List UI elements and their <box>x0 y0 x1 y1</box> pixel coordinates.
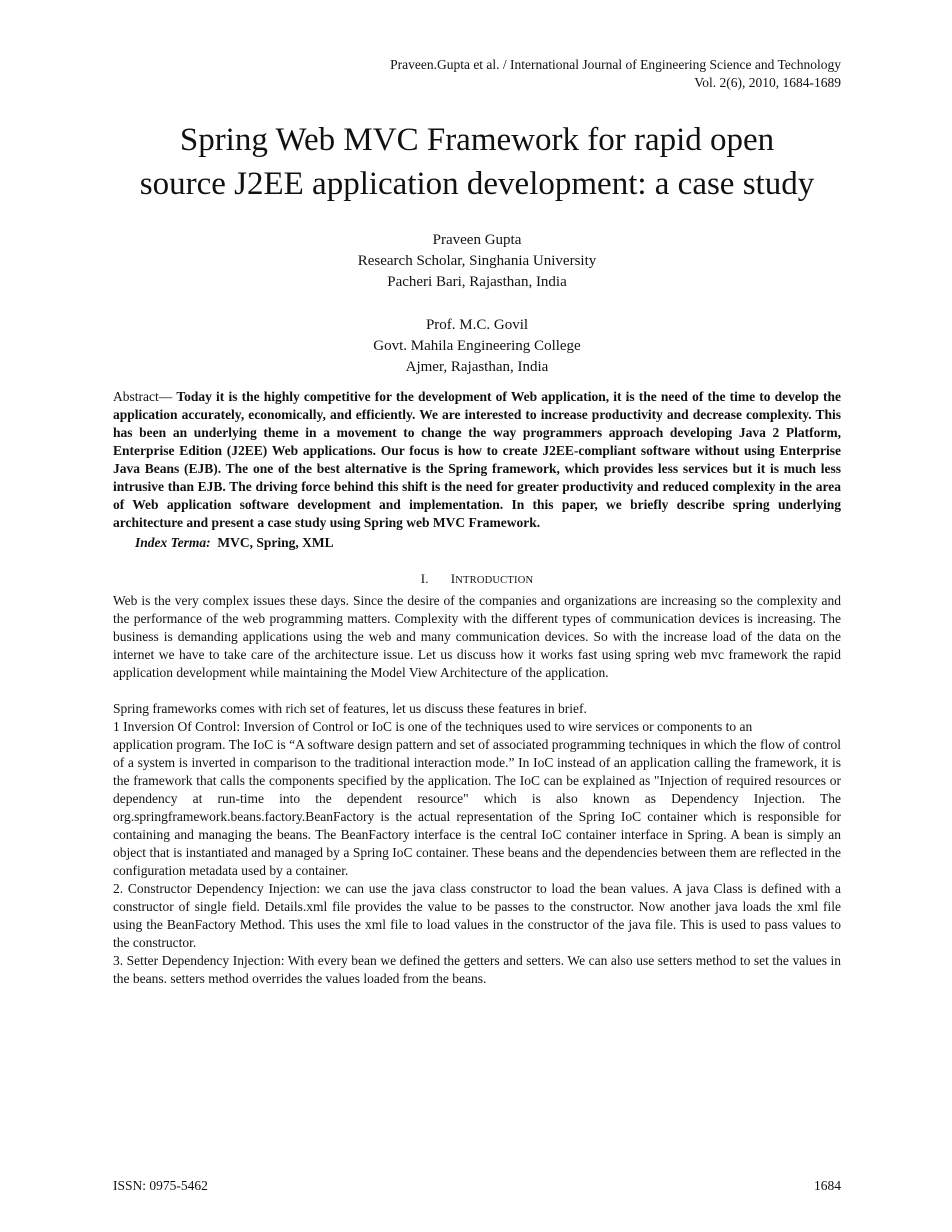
section-heading <box>113 570 841 590</box>
section-title-initial: I <box>450 571 456 586</box>
list-item-paragraph: 1 Inversion Of Control: Inversion of Control or IoC is one of the techniques used to wire services or components to an <box>113 719 753 734</box>
author-name: Praveen Gupta <box>432 232 522 248</box>
section-title-rest: NTRODUCTION <box>455 575 534 586</box>
footer-issn: ISSN: 0975-5462 <box>113 1178 208 1193</box>
footer-page-number: 1684 <box>814 1178 841 1193</box>
list-item-paragraph: application program. The IoC is “A software design pattern and set of associated programming techniques in which the flow of control of a system is inverted in comparison to the traditional interaction mode.” In IoC instead of an application calling the framework, it is the framework that calls the components specified by the application. The IoC can be explained as "Injection of required resources or dependency at run-time into the dependent resource" which is also known as Dependency Injection. The org.springframework.beans.factory.BeanFactory is the actual representation of the Spring IoC container which is responsible for containing and managing the beans. The BeanFactory interface is the central IoC container interface in Spring. A bean is simply an object that is instantiated and managed by a Spring IoC container. These beans and the dependencies between them are reflected in the configuration metadata used by a container. <box>113 737 841 878</box>
paper-title: Spring Web MVC Framework for rapid open source J2EE application development: a case study <box>139 122 815 202</box>
list-item-paragraph: 2. Constructor Dependency Injection: we can use the java class constructor to load the bean values. A java Class is defined with a constructor of single field. Details.xml file provides the value to be passes to the constructor. Now another java loads the xml file using the BeanFactory Method. This uses the xml file to load values in the constructor of the java file. This is used to pass values to the constructor. <box>113 881 841 950</box>
page-footer <box>113 1177 841 1195</box>
body-paragraph: Spring frameworks comes with rich set of features, let us discuss these features in brief. <box>113 701 587 716</box>
abstract-label: Abstract— <box>113 389 177 404</box>
index-terms-label: Index Terma: <box>135 535 211 550</box>
author-block <box>113 315 841 378</box>
author-name: Prof. M.C. Govil <box>425 317 529 333</box>
index-terms-value: MVC, Spring, XML <box>217 535 334 550</box>
list-item-paragraph: 3. Setter Dependency Injection: With every bean we defined the getters and setters. We can also use setters method to set the values in the beans. setters method overrides the values loaded from the beans. <box>113 953 841 986</box>
body-paragraph: Web is the very complex issues these days. Since the desire of the companies and organizations are increasing so the complexity and the performance of the web programming matters. Complexity with the different types of communication devices is increasing. The business is demanding applications using the web and many communication devices. So with the increase load of the data on the internet we have to take care of the architecture issue. Let us discuss how it works fast using spring web mvc framework the rapid application development while maintaining the Model View Architecture of the application. <box>113 593 841 680</box>
abstract <box>113 388 841 532</box>
section-number: I. <box>420 571 429 586</box>
running-header <box>113 56 841 92</box>
author-location: Pacheri Bari, Rajasthan, India <box>387 274 567 290</box>
running-header-citation: Praveen.Gupta et al. / International Journal of Engineering Science and Technology <box>390 57 841 72</box>
index-terms <box>113 534 841 552</box>
author-affiliation: Research Scholar, Singhania University <box>357 253 597 269</box>
author-location: Ajmer, Rajasthan, India <box>405 359 549 375</box>
paper-page <box>113 56 841 988</box>
author-affiliation: Govt. Mahila Engineering College <box>373 338 581 354</box>
abstract-text: Today it is the highly competitive for the development of Web application, it is the need of the time to develop the application accurately, economically, and efficiently. We are interested to increase productivity and decrease complexity. This has been an underlying theme in a movement to change the way programmers approach developing Java 2 Platform, Enterprise Edition (J2EE) Web applications. Our focus is how to create J2EE-compliant software without using Enterprise Java Beans (EJB). The one of the best alternative is the Spring framework, which provides less services but it is much less intrusive than EJB. The driving force behind this shift is the need for greater productivity and reduced complexity in the area of Web application software development and implementation. In this paper, we briefly describe spring underlying architecture and present a case study using Spring web MVC Framework. <box>113 389 842 530</box>
author-block <box>113 230 841 293</box>
running-header-volume: Vol. 2(6), 2010, 1684-1689 <box>694 75 841 90</box>
